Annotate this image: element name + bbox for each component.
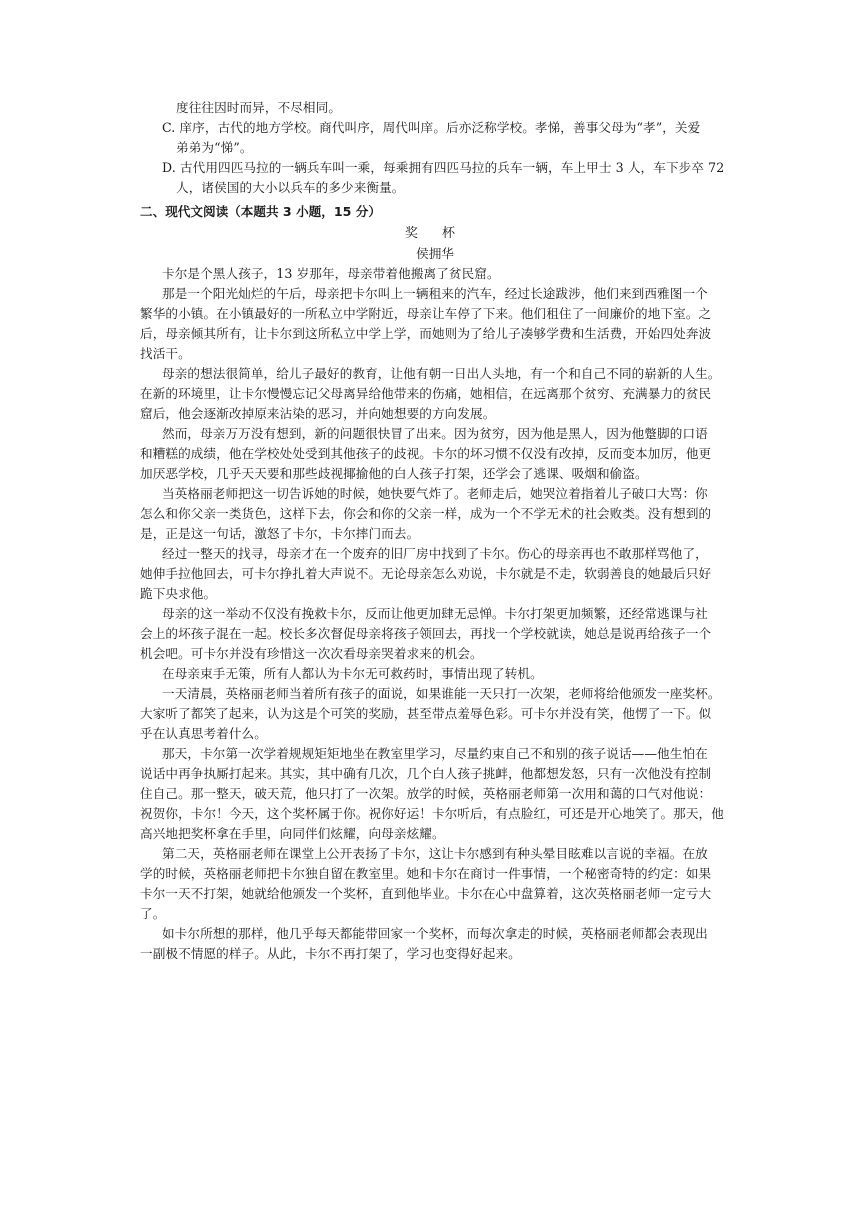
- paragraph-line: 如卡尔所想的那样，他几乎每天都能带回家一个奖杯，而每次拿走的时候，英格丽老师都会表现出: [162, 926, 708, 941]
- paragraph-line: 加厌恶学校，几乎天天要和那些歧视揶揄他的白人孩子打架，还学会了逃课、吸烟和偷盗。: [140, 466, 648, 481]
- paragraph-line: 了。: [140, 906, 166, 921]
- paragraph-line: 乎在认真思考着什么。: [140, 726, 267, 741]
- paragraph-line: 怎么和你父亲一类货色，这样下去，你会和你的父亲一样，成为一个不学无术的社会败类。没有想到的: [140, 506, 712, 521]
- paragraph-line: 后，母亲倾其所有，让卡尔到这所私立中学上学，而她则为了给儿子凑够学费和生活费，开始四处奔波: [140, 326, 712, 341]
- paragraph-line: 一天清晨，英格丽老师当着所有孩子的面说，如果谁能一天只打一次架，老师将给他颁发一座奖杯。: [162, 686, 721, 701]
- paragraph-line: 在新的环境里，让卡尔慢慢忘记父母离异给他带来的伤痛，她相信，在远离那个贫穷、充满暴力的贫民: [140, 386, 712, 401]
- paragraph: [140, 484, 730, 544]
- option-c-line-1: C. 庠序，古代的地方学校。商代叫序，周代叫庠。后亦泛称学校。孝悌，善事父母为“孝”，关爱: [162, 120, 701, 135]
- article-title: 奖 杯: [404, 226, 466, 241]
- paragraph-line: 那是一个阳光灿烂的午后，母亲把卡尔叫上一辆租来的汽车，经过长途跋涉，他们来到西雅图一个: [162, 286, 708, 301]
- paragraph: [140, 604, 730, 664]
- document-page: [140, 98, 730, 964]
- paragraph-line: 她伸手拉他回去，可卡尔挣扎着大声说不。无论母亲怎么劝说，卡尔就是不走，软弱善良的她最后只好: [140, 566, 712, 581]
- section-heading: 二、现代文阅读（本题共 3 小题，15 分）: [140, 204, 381, 219]
- option-c-line-2: 弟弟为“悌”。: [176, 140, 253, 155]
- paragraph-line: 高兴地把奖杯拿在手里，向同伴们炫耀，向母亲炫耀。: [140, 826, 445, 841]
- paragraph: [140, 424, 730, 484]
- paragraph-line: 第二天，英格丽老师在课堂上公开表扬了卡尔，这让卡尔感到有种头晕目眩难以言说的幸福。在放: [162, 846, 708, 861]
- paragraph-line: 和糟糕的成绩，他在学校处处受到其他孩子的歧视。卡尔的坏习惯不仅没有改掉，反而变本加厉，他更: [140, 446, 712, 461]
- paragraph-line: 一副极不情愿的样子。从此，卡尔不再打架了，学习也变得好起来。: [140, 946, 521, 961]
- paragraph-line: 会上的坏孩子混在一起。校长多次督促母亲将孩子领回去，再找一个学校就读，她总是说再给孩子一个: [140, 626, 712, 641]
- paragraph: [140, 264, 730, 284]
- paragraph-line: 繁华的小镇。在小镇最好的一所私立中学附近，母亲让车停了下来。他们租住了一间廉价的地下室。之: [140, 306, 712, 321]
- article-author: 侯拥华: [416, 246, 454, 261]
- paragraph-line: 母亲的想法很简单，给儿子最好的教育，让他有朝一日出人头地，有一个和自己不同的崭新的人生。: [162, 366, 721, 381]
- option-d-line-2: 人，诸侯国的大小以兵车的多少来衡量。: [176, 180, 405, 195]
- paragraph: [140, 664, 730, 684]
- paragraph-line: 卡尔一天不打架，她就给他颁发一个奖杯，直到他毕业。卡尔在心中盘算着，这次英格丽老师一定亏大: [140, 886, 712, 901]
- paragraph-line: 住自己。那一整天，破天荒，他只打了一次架。放学的时候，英格丽老师第一次用和蔼的口气对他说：: [140, 786, 712, 801]
- paragraph-line: 母亲的这一举动不仅没有挽救卡尔，反而让他更加肆无忌惮。卡尔打架更加频繁，还经常逃课与社: [162, 606, 708, 621]
- paragraph-line: 经过一整天的找寻，母亲才在一个废弃的旧厂房中找到了卡尔。伤心的母亲再也不敢那样骂他了，: [162, 546, 708, 561]
- paragraph-line: 卡尔是个黑人孩子，13 岁那年，母亲带着他搬离了贫民窟。: [162, 266, 500, 281]
- paragraph-line: 祝贺你，卡尔！今天，这个奖杯属于你。祝你好运！卡尔听后，有点脸红，可还是开心地笑了。那天，他: [140, 806, 724, 821]
- paragraph: [140, 744, 730, 844]
- paragraph: [140, 284, 730, 364]
- paragraph-line: 大家听了都笑了起来，认为这是个可笑的奖励，甚至带点羞辱色彩。可卡尔并没有笑，他愣了一下。似: [140, 706, 712, 721]
- paragraph-line: 那天，卡尔第一次学着规规矩矩地坐在教室里学习，尽量约束自己不和别的孩子说话——他生怕在: [162, 746, 708, 761]
- paragraph: [140, 364, 730, 424]
- paragraph: [140, 844, 730, 924]
- paragraph-line: 学的时候，英格丽老师把卡尔独自留在教室里。她和卡尔在商讨一件事情，一个秘密奇特的约定：如果: [140, 866, 712, 881]
- article-body: [140, 264, 730, 964]
- paragraph-line: 窟后，他会逐渐改掉原来沾染的恶习，并向她想要的方向发展。: [140, 406, 496, 421]
- paragraph-line: 在母亲束手无策，所有人都认为卡尔无可救药时，事情出现了转机。: [162, 666, 543, 681]
- option-b-tail: 度往往因时而异，不尽相同。: [176, 100, 342, 115]
- option-d-line-1: D. 古代用四匹马拉的一辆兵车叫一乘，每乘拥有四匹马拉的兵车一辆，车上甲士 3 人，车下步卒 72: [162, 160, 725, 175]
- paragraph: [140, 544, 730, 604]
- paragraph-line: 是，正是这一句话，激怒了卡尔，卡尔摔门而去。: [140, 526, 420, 541]
- paragraph-line: 机会吧。可卡尔并没有珍惜这一次次看母亲哭着求来的机会。: [140, 646, 483, 661]
- paragraph-line: 跪下央求他。: [140, 586, 217, 601]
- paragraph-line: 找活干。: [140, 346, 191, 361]
- paragraph-line: 然而，母亲万万没有想到，新的问题很快冒了出来。因为贫穷，因为他是黑人，因为他蹩脚的口语: [162, 426, 708, 441]
- paragraph: [140, 924, 730, 964]
- paragraph-line: 当英格丽老师把这一切告诉她的时候，她快要气炸了。老师走后，她哭泣着指着儿子破口大骂：你: [162, 486, 708, 501]
- paragraph: [140, 684, 730, 744]
- paragraph-line: 说话中再争执厮打起来。其实，其中确有几次，几个白人孩子挑衅，他都想发怒，只有一次他没有控制: [140, 766, 712, 781]
